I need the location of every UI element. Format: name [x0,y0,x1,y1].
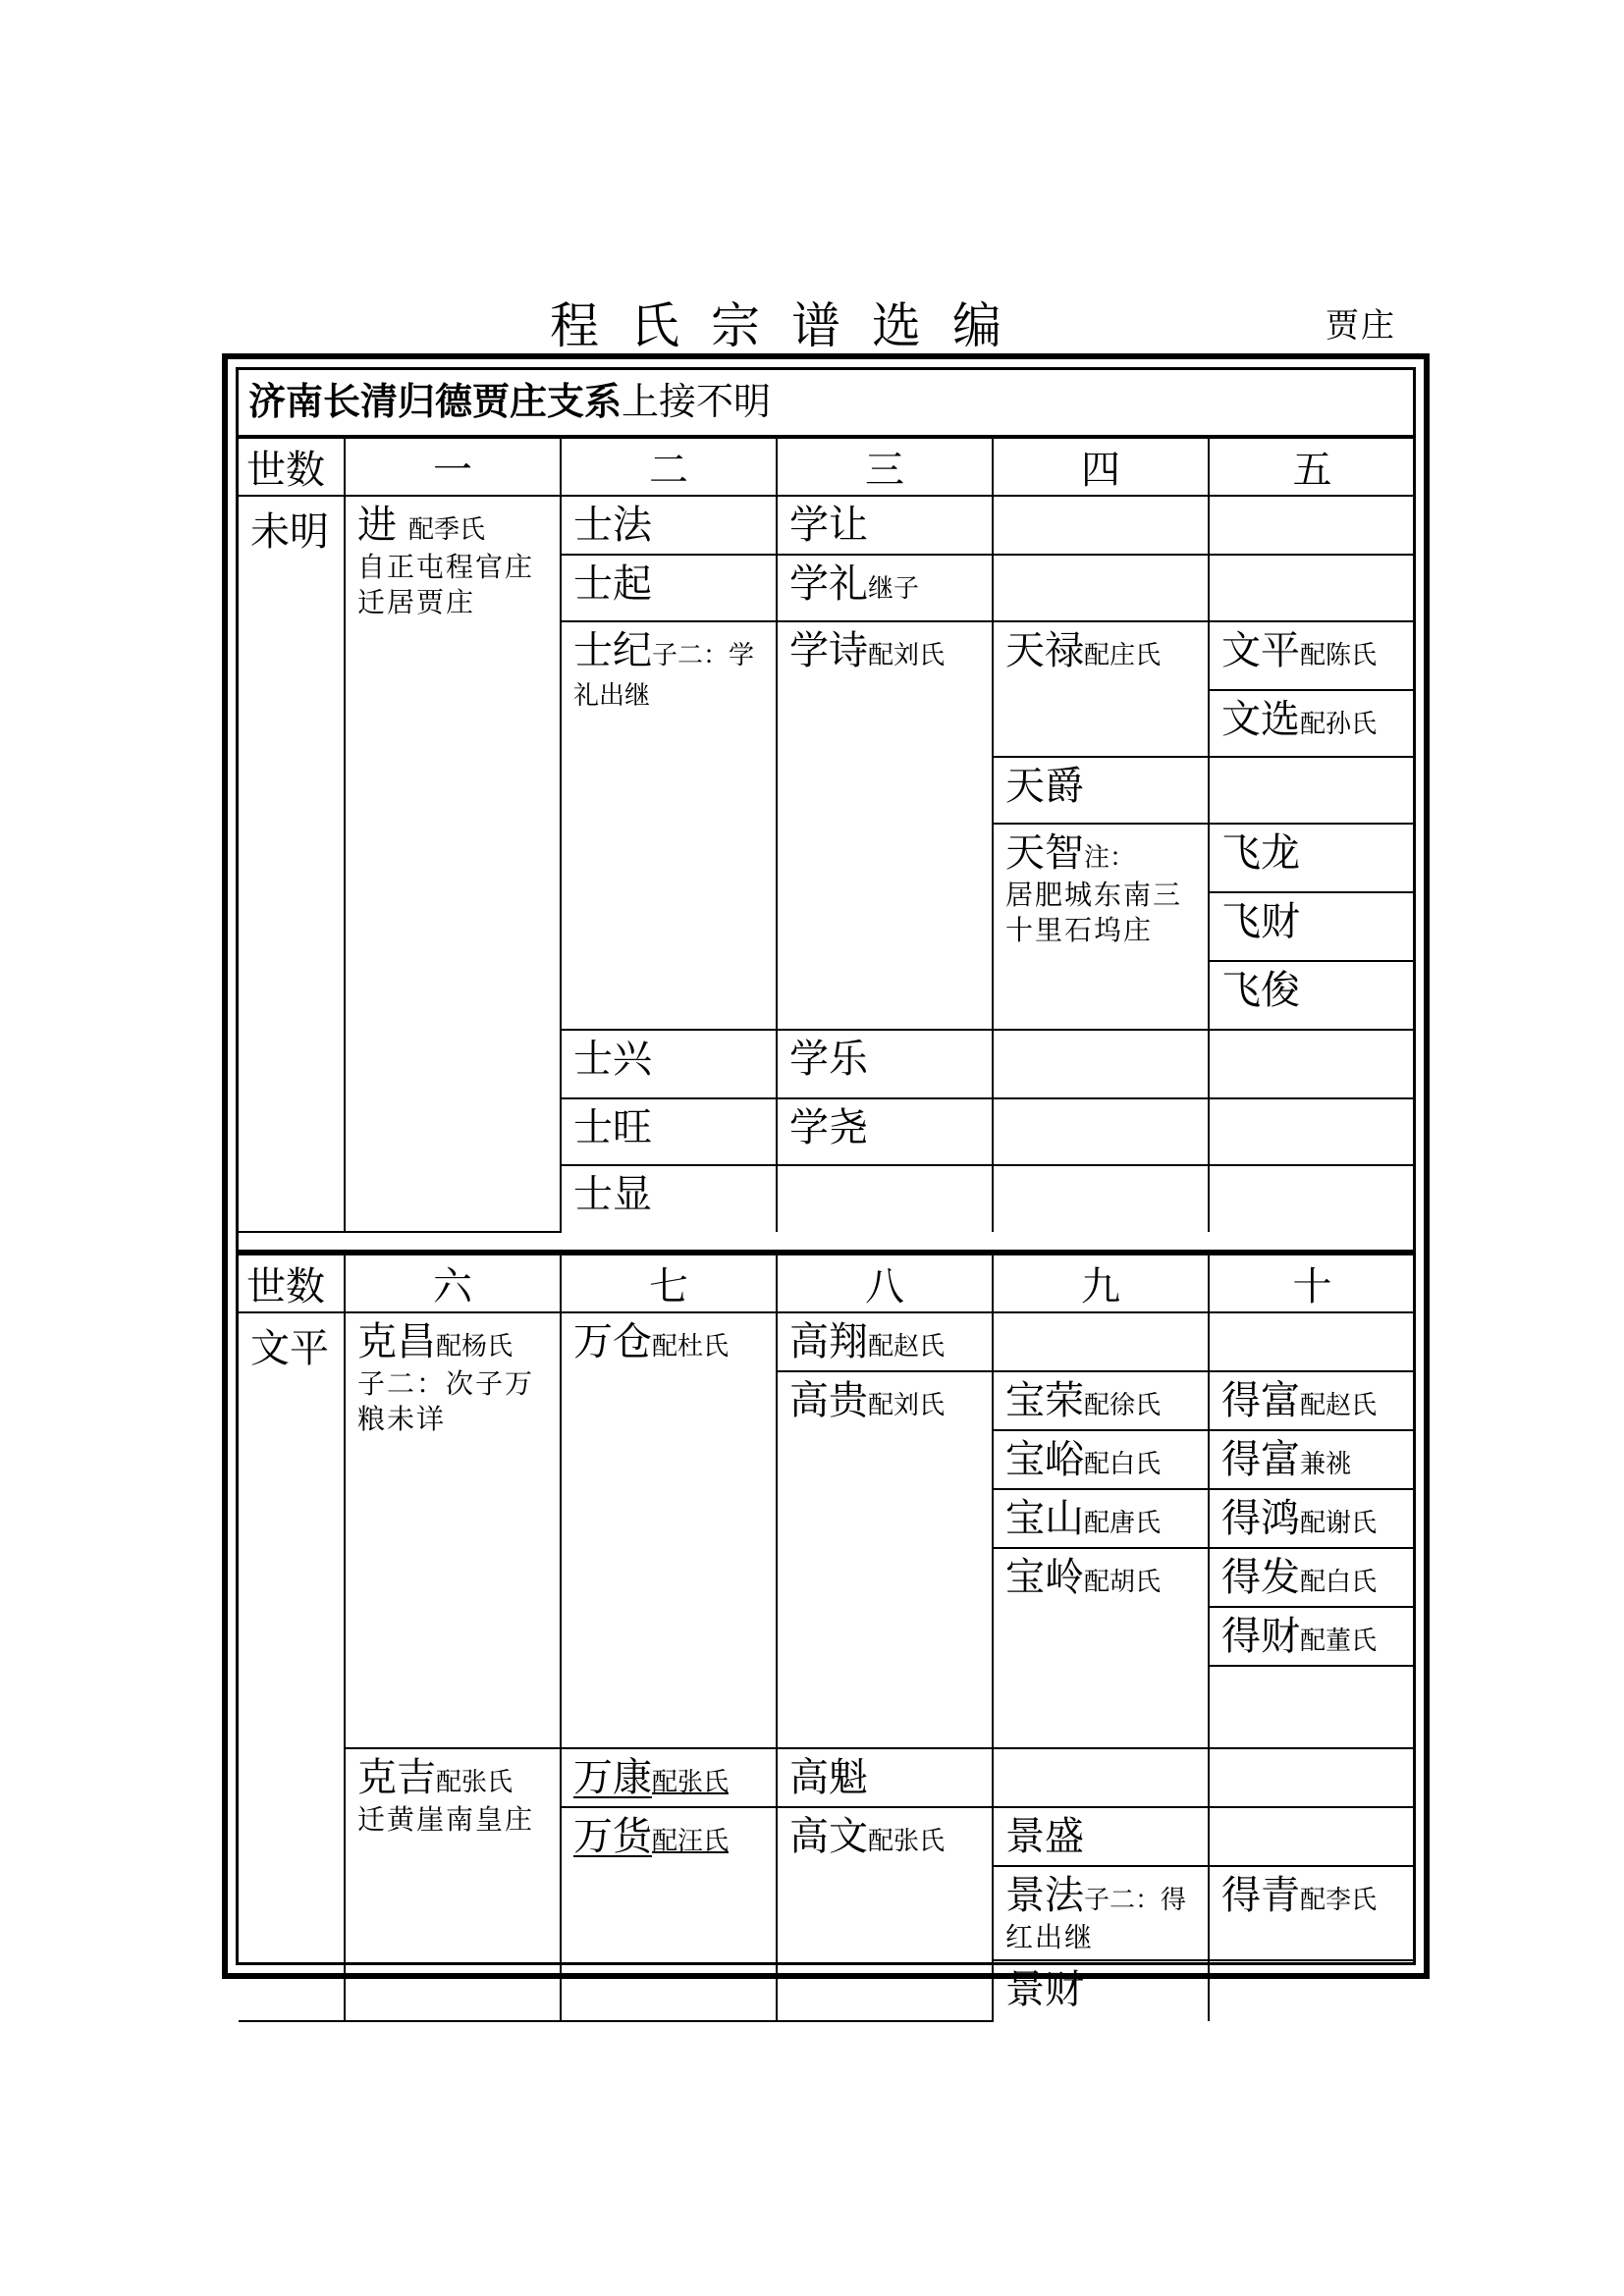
empty-cell [1209,1960,1415,2021]
person-note: 红出继 [1005,1921,1095,1953]
person-spouse: 配唐氏 [1084,1509,1162,1538]
doc-title: 程氏宗谱选编 [550,297,1033,354]
person-spouse: 配刘氏 [868,1391,946,1420]
person-spouse: 配季氏 [408,515,486,545]
person-cell [561,1165,777,1232]
person-name: 得发 [1221,1555,1300,1600]
person-cell [993,1489,1209,1548]
empty-cell [1209,1748,1415,1807]
person-cell [345,1748,561,2021]
generation-table-1 [239,439,1415,1233]
person-name: 飞俊 [1221,968,1300,1013]
empty-cell [1209,1666,1415,1748]
empty-cell [993,1098,1209,1165]
person-cell [777,555,993,621]
person-note: 子二：次子万粮未详 [357,1367,535,1435]
person-name: 士旺 [573,1105,652,1150]
empty-cell [993,1030,1209,1098]
person-name: 士法 [573,503,652,548]
person-name: 天爵 [1005,764,1084,809]
table-header-row [239,1253,1415,1312]
person-note: 迁黄崖南皇庄 [357,1803,535,1836]
person-cell [1209,1607,1415,1666]
person-cell [561,621,777,1030]
person-cell [1209,1866,1415,1960]
person-cell [993,757,1209,824]
person-name: 学诗 [789,628,868,673]
person-note: 子二：学礼出继 [573,641,755,711]
header-cell: 一 [345,439,561,496]
person-spouse: 配杜氏 [652,1332,730,1362]
person-spouse: 配李氏 [1300,1886,1378,1915]
person-cell [561,1098,777,1165]
person-spouse: 注： [1084,843,1136,873]
person-spouse: 配董氏 [1300,1627,1378,1656]
person-name: 宝山 [1005,1496,1084,1541]
person-note: 居肥城东南三十里石坞庄 [1005,879,1183,946]
place-tag: 贾庄 [1326,306,1396,346]
person-name: 飞财 [1221,899,1300,944]
generation-table-2 [239,1250,1415,2022]
person-name: 学礼 [789,561,868,607]
generation-label: 未明 [250,509,329,555]
person-cell [561,1312,777,1748]
table-row [239,496,1415,555]
table-row [239,1312,1415,1371]
person-spouse: 配徐氏 [1084,1391,1162,1420]
branch-name: 济南长清归德贾庄支系 [248,380,623,423]
empty-cell [1209,1312,1415,1371]
person-name: 得富 [1221,1378,1300,1423]
person-name: 天智 [1005,830,1084,876]
person-cell [561,1748,777,1807]
person-cell [561,555,777,621]
person-name: 文平 [1221,628,1300,673]
person-spouse: 配赵氏 [868,1332,946,1362]
person-spouse: 配张氏 [868,1827,946,1856]
person-name: 宝岭 [1005,1555,1084,1600]
person-cell [993,1371,1209,1430]
genealogy-frame [222,353,1430,2012]
person-cell [561,1030,777,1098]
person-name: 万康 [573,1755,652,1800]
person-name: 得鸿 [1221,1496,1300,1541]
person-spouse: 配杨氏 [436,1332,514,1362]
person-name: 文选 [1221,697,1300,742]
person-spouse: 子二：得 [1084,1886,1187,1915]
person-name: 高魁 [789,1755,868,1800]
empty-cell [777,1165,993,1232]
person-cell [1209,1489,1415,1548]
person-name: 士起 [573,561,652,607]
person-name: 宝峪 [1005,1437,1084,1482]
person-cell [777,1371,993,1748]
person-name: 高翔 [789,1319,868,1364]
person-name: 士纪 [573,628,652,673]
person-name: 高贵 [789,1378,868,1423]
empty-cell [993,1312,1209,1371]
person-cell [345,496,561,1232]
genealogy-inner-frame [236,367,1416,2012]
person-name: 士显 [573,1172,652,1217]
person-name: 万货 [573,1814,652,1859]
branch-heading [239,370,1413,439]
person-name: 飞龙 [1221,830,1300,876]
header-cell: 四 [993,439,1209,496]
table-row [239,1748,1415,1807]
header-cell: 八 [777,1253,993,1312]
header-cell: 三 [777,439,993,496]
person-cell [993,1430,1209,1489]
person-name: 景法 [1005,1873,1084,1918]
table-header-row [239,439,1415,496]
person-cell [777,1748,993,1807]
person-spouse: 继子 [868,574,920,604]
person-cell [777,1030,993,1098]
branch-upstream: 上接不明 [622,380,772,423]
person-cell [1209,961,1415,1030]
person-cell [777,621,993,1030]
empty-cell [1209,1030,1415,1098]
person-spouse: 配刘氏 [868,641,946,670]
person-cell [777,496,993,555]
person-spouse: 配白氏 [1084,1450,1162,1479]
person-spouse: 配陈氏 [1300,641,1378,670]
person-cell [993,1960,1209,2021]
person-name: 景盛 [1005,1814,1084,1859]
person-spouse: 配庄氏 [1084,641,1162,670]
person-cell [777,1807,993,2021]
person-name: 学乐 [789,1037,868,1082]
person-cell [993,824,1209,1030]
empty-cell [993,555,1209,621]
empty-cell [993,1165,1209,1232]
empty-cell [1209,1807,1415,1866]
person-name: 学让 [789,503,868,548]
person-cell [1209,824,1415,892]
generation-label-cell [239,496,345,1232]
person-spouse: 兼祧 [1300,1450,1352,1479]
person-spouse: 配张氏 [652,1768,730,1797]
person-cell [993,1866,1209,1960]
empty-cell [1209,496,1415,555]
generation-label-cell [239,1312,345,2021]
empty-cell [1209,1098,1415,1165]
person-cell [561,496,777,555]
person-cell [1209,1548,1415,1607]
person-name: 高文 [789,1814,868,1859]
person-cell [1209,1371,1415,1430]
person-name: 天禄 [1005,628,1084,673]
person-cell [1209,621,1415,690]
empty-cell [1209,555,1415,621]
person-cell [1209,690,1415,757]
header-cell: 世数 [239,1253,345,1312]
empty-cell [1209,757,1415,824]
person-name: 克吉 [357,1755,436,1800]
person-name: 得富 [1221,1437,1300,1482]
person-name: 宝荣 [1005,1378,1084,1423]
person-spouse: 配孙氏 [1300,710,1378,739]
person-cell [561,1807,777,2021]
person-spouse: 配谢氏 [1300,1509,1378,1538]
person-spouse: 配胡氏 [1084,1568,1162,1597]
person-cell [777,1098,993,1165]
person-name: 景财 [1005,1967,1084,2012]
person-note: 自正屯程官庄迁居贾庄 [357,551,535,618]
header-cell: 二 [561,439,777,496]
person-cell [993,1807,1209,1866]
person-spouse: 配张氏 [436,1768,514,1797]
person-name: 士兴 [573,1037,652,1082]
person-cell [993,1548,1209,1748]
person-name: 得财 [1221,1614,1300,1659]
person-spouse: 配汪氏 [652,1827,730,1856]
person-spouse: 配白氏 [1300,1568,1378,1597]
empty-cell [993,496,1209,555]
person-name: 万仓 [573,1319,652,1364]
generation-label: 文平 [250,1326,329,1371]
person-cell [1209,892,1415,961]
person-name: 克昌 [357,1319,436,1364]
header-cell: 九 [993,1253,1209,1312]
person-name: 进 [357,503,397,548]
person-cell [1209,1430,1415,1489]
header-cell: 六 [345,1253,561,1312]
person-name: 学尧 [789,1105,868,1150]
person-cell [345,1312,561,1748]
header-cell: 世数 [239,439,345,496]
person-spouse: 配赵氏 [1300,1391,1378,1420]
header-cell: 五 [1209,439,1415,496]
person-name: 得青 [1221,1873,1300,1918]
empty-cell [993,1748,1209,1807]
header-cell: 十 [1209,1253,1415,1312]
empty-cell [1209,1165,1415,1232]
person-cell [993,621,1209,757]
header-cell: 七 [561,1253,777,1312]
person-cell [777,1312,993,1371]
